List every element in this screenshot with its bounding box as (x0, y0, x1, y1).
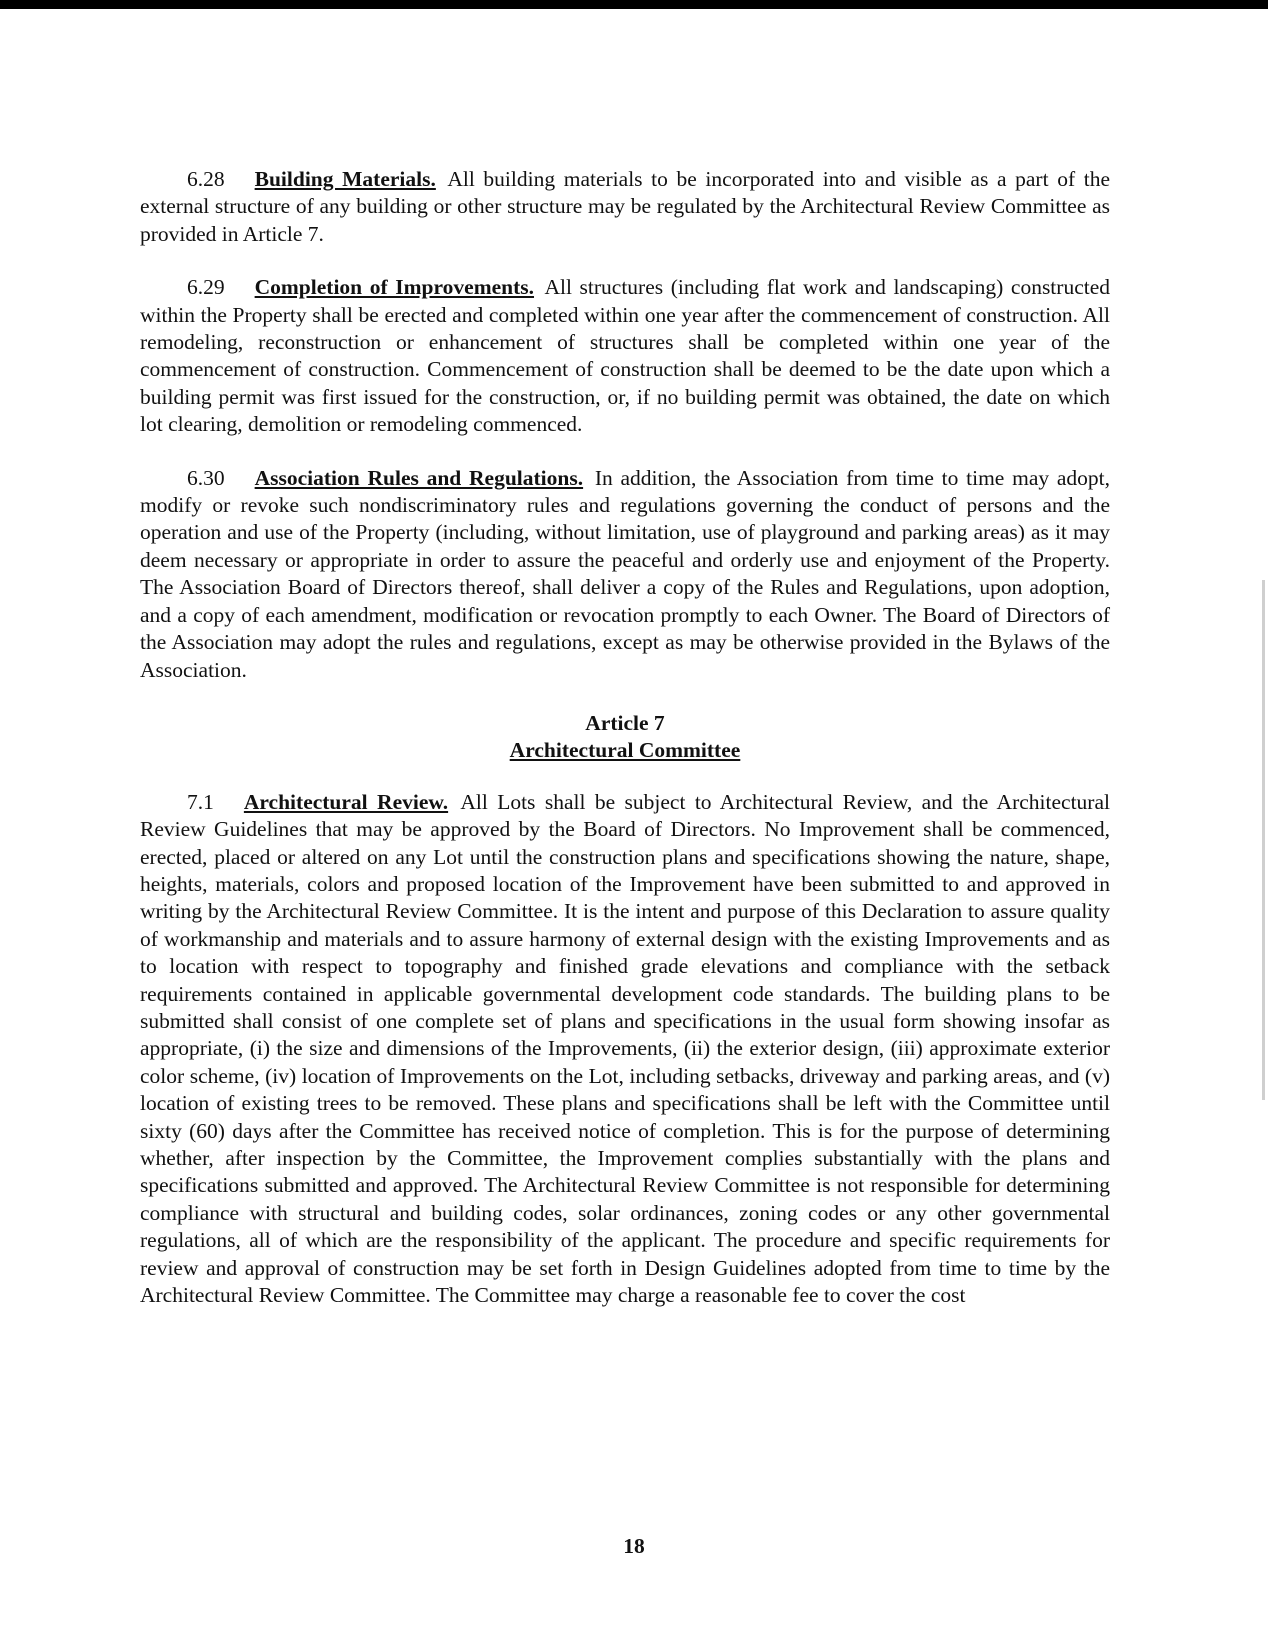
section-heading: Building Materials. (254, 167, 436, 191)
section-heading: Completion of Improvements. (254, 275, 535, 300)
document-page (140, 166, 1110, 1335)
section-6-28 (140, 166, 1110, 248)
section-number: 7.1 (187, 789, 214, 814)
section-7-1 (140, 789, 1110, 1310)
section-heading: Architectural Review. (243, 789, 449, 814)
article-heading (140, 710, 1110, 765)
section-number: 6.28 (187, 167, 225, 191)
section-number: 6.30 (187, 465, 225, 490)
section-text: All building materials to be incorporated into and visible as a part of the external structure of any building or other structure may be regulated by the Architectural Review Committee as provided in Article 7. (140, 167, 1110, 246)
section-number: 6.29 (187, 275, 225, 300)
scan-right-edge (1262, 580, 1265, 1100)
section-heading: Association Rules and Regulations. (254, 465, 584, 490)
scan-top-border (0, 0, 1268, 9)
section-text: All structures (including flat work and landscaping) constructed within the Property shall be erected and completed within one year after the commencement of construction. All remodeling, reconstruction or enhancement of structures shall be completed within one year of the commencement of construction. Commencement of construction shall be deemed to be the date upon which a building permit was first issued for the construction, or, if no building permit was obtained, the date on which lot clearing, demolition or remodeling commenced. (140, 275, 1111, 437)
section-6-30 (140, 465, 1110, 684)
article-title: Article 7 (585, 710, 665, 735)
page-number: 18 (623, 1534, 645, 1558)
section-6-29 (140, 274, 1110, 438)
section-text: In addition, the Association from time to time may adopt, modify or revoke such nondiscriminatory rules and regulations governing the conduct of persons and the operation and use of the Property (including, without limitation, use of playground and parking areas) as it may deem necessary or appropriate in order to assure the peaceful and orderly use and enjoyment of the Property. The Association Board of Directors thereof, shall deliver a copy of the Rules and Regulations, upon adoption, and a copy of each amendment, modification or revocation promptly to each Owner. The Board of Directors of the Association may adopt the rules and regulations, except as may be otherwise provided in the Bylaws of the Association. (140, 465, 1110, 682)
article-subtitle: Architectural Committee (509, 738, 741, 763)
section-text: All Lots shall be subject to Architectural Review, and the Architectural Review Guidelines that may be approved by the Board of Directors. No Improvement shall be commenced, erected, placed or altered on any Lot until the construction plans and specifications showing the nature, shape, heights, materials, colors and proposed location of the Improvement have been submitted to and approved in writing by the Architectural Review Committee. It is the intent and purpose of this Declaration to assure quality of workmanship and materials and to assure harmony of external design with the existing Improvements and as to location with respect to topography and finished grade elevations and compliance with the setback requirements contained in applicable governmental development code standards. The building plans to be submitted shall consist of one complete set of plans and specifications in the usual form showing insofar as appropriate, (i) the size and dimensions of the Improvements, (ii) the exterior design, (iii) approximate exterior color scheme, (iv) location of Improvements on the Lot, including setbacks, driveway and parking areas, and (v) location of existing trees to be removed. These plans and specifications shall be left with the Committee until sixty (60) days after the Committee has received notice of completion. This is for the purpose of determining whether, after inspection by the Committee, the Improvement complies substantially with the plans and specifications submitted and approved. The Architectural Review Committee is not responsible for determining compliance with structural and building codes, solar ordinances, zoning codes or any other governmental regulations, all of which are the responsibility of the applicant. The procedure and specific requirements for review and approval of construction may be set forth in Design Guidelines adopted from time to time by the Architectural Review Committee. The Committee may charge a reasonable fee to cover the cost (140, 789, 1110, 1308)
